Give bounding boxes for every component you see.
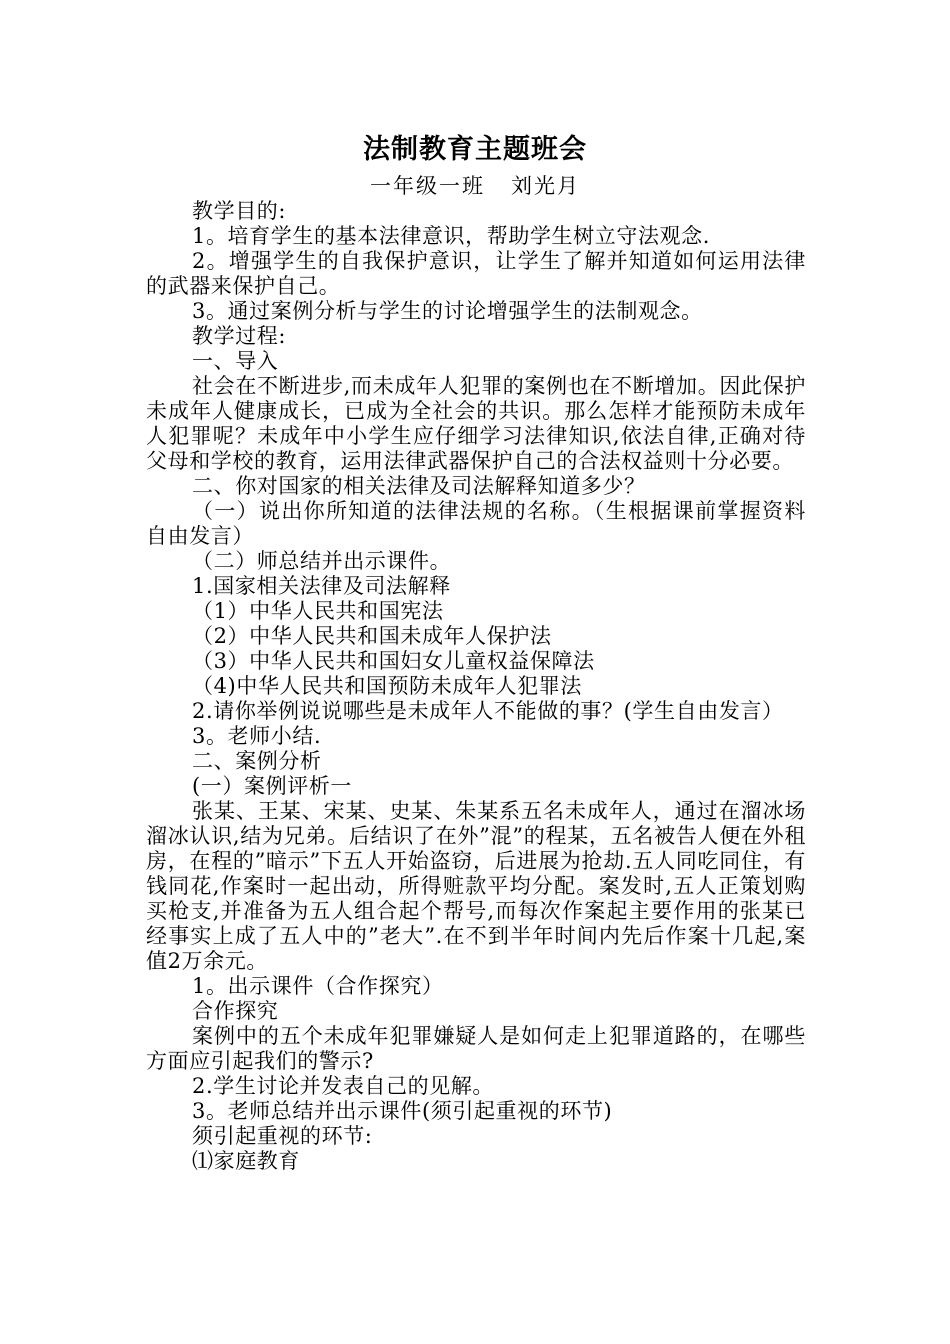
body-paragraph: 1。出示课件（合作探究） <box>192 974 444 998</box>
body-paragraph: （二）师总结并出示课件。 <box>192 549 452 573</box>
body-paragraph: （一）说出你所知道的法律法规的名称。（生根据课前掌握资料自由发言） <box>146 499 806 548</box>
body-paragraph: 2.学生讨论并发表自己的见解。 <box>192 1074 495 1098</box>
document-subtitle: 一年级一班 刘光月 <box>369 174 581 198</box>
body-paragraph: 教学目的: <box>192 199 287 223</box>
body-paragraph: ⑴家庭教育 <box>192 1149 300 1173</box>
body-paragraph: 社会在不断进步,而未成年人犯罪的案例也在不断增加。因此保护未成年人健康成长，已成为全社会的共识。那么怎样才能预防未成年人犯罪呢？未成年中小学生应仔细学习法律知识,依法自律,正确对待父母和学校的教育，运用法律武器保护自己的合法权益则十分必要。 <box>146 374 806 473</box>
body-paragraph: 教学过程: <box>192 324 287 348</box>
document-body <box>146 199 806 1174</box>
body-paragraph: 须引起重视的环节: <box>192 1124 373 1148</box>
body-paragraph: 二、案例分析 <box>192 749 322 773</box>
document-title: 法制教育主题班会 <box>363 134 587 165</box>
body-paragraph: 一、导入 <box>192 349 279 373</box>
body-paragraph: 2。增强学生的自我保护意识，让学生了解并知道如何运用法律的武器来保护自己。 <box>146 249 806 298</box>
body-paragraph: 3。通过案例分析与学生的讨论增强学生的法制观念。 <box>192 299 703 323</box>
body-paragraph: 2.请你举例说说哪些是未成年人不能做的事？(学生自由发言） <box>192 699 784 723</box>
body-paragraph: 3。老师总结并出示课件(须引起重视的环节) <box>192 1099 613 1123</box>
body-paragraph: 张某、王某、宋某、史某、朱某系五名未成年人，通过在溜冰场溜冰认识,结为兄弟。后结识了在外”混”的程某，五名被告人便在外租房，在程的”暗示”下五人开始盗窃，后进展为抢劫.五人同吃同住，有钱同花,作案时一起出动，所得赃款平均分配。案发时,五人正策划购买枪支,并准备为五人组合起个帮号,而每次作案起主要作用的张某已经事实上成了五人中的”老大”.在不到半年时间内先后作案十几起,案值2万余元。 <box>146 799 806 973</box>
body-paragraph: 1。培育学生的基本法律意识，帮助学生树立守法观念. <box>192 224 711 248</box>
body-paragraph: 二、你对国家的相关法律及司法解释知道多少？ <box>192 474 646 498</box>
body-paragraph: （3）中华人民共和国妇女儿童权益保障法 <box>192 649 595 673</box>
body-paragraph: （1）中华人民共和国宪法 <box>192 599 444 623</box>
body-paragraph: 1.国家相关法律及司法解释 <box>192 574 451 598</box>
body-paragraph: （2）中华人民共和国未成年人保护法 <box>192 624 552 648</box>
body-paragraph: 案例中的五个未成年犯罪嫌疑人是如何走上犯罪道路的，在哪些方面应引起我们的警示? <box>146 1024 806 1073</box>
body-paragraph: 合作探究 <box>192 999 279 1023</box>
body-paragraph: （4)中华人民共和国预防未成年人犯罪法 <box>192 674 582 698</box>
body-paragraph: (一）案例评析一 <box>192 774 352 798</box>
body-paragraph: 3。老师小结. <box>192 724 322 748</box>
